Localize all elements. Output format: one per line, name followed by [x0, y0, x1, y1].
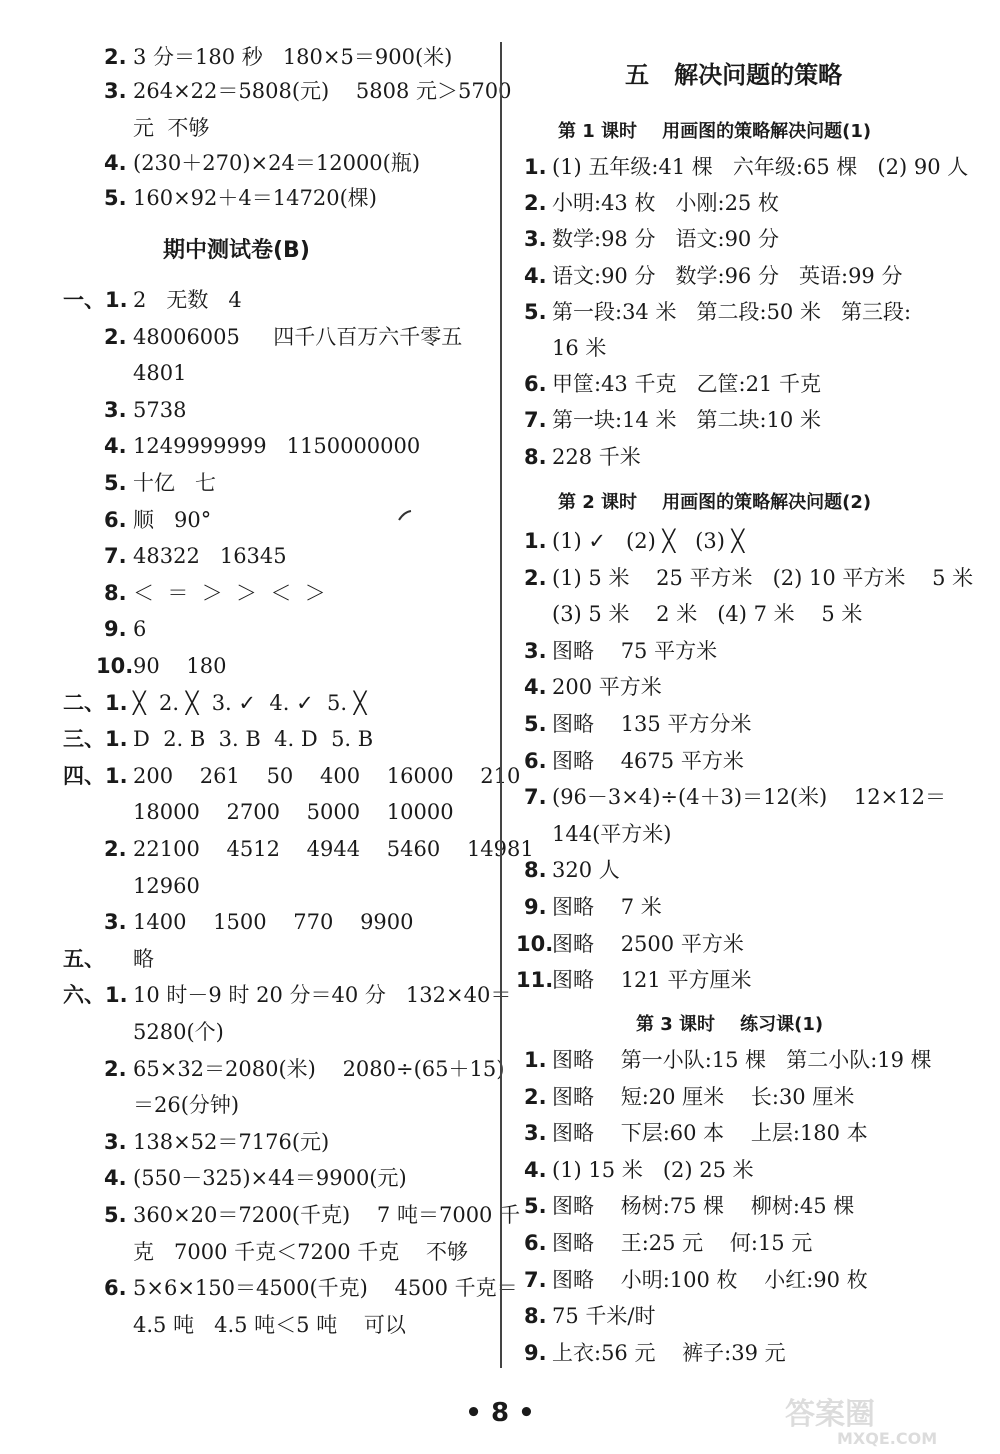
watermark-text-en: MXQE.COM — [837, 1429, 938, 1448]
answer-text: 图略 第一小队:15 棵 第二小队:19 棵 — [552, 1048, 932, 1072]
answer-text: (230＋270)×24＝12000(瓶) — [133, 151, 421, 175]
answer-text: 1400 1500 770 9900 — [133, 910, 414, 935]
watermark-logo — [777, 1392, 982, 1448]
answer-text: 图略 2500 平方米 — [552, 931, 744, 956]
answer-number: 三、1. — [63, 727, 128, 752]
answer-number: 2. — [524, 191, 547, 216]
answer-text: 16 米 — [552, 336, 607, 360]
ink-mark — [398, 510, 412, 522]
answer-number: 5. — [524, 299, 547, 324]
answer-text: 144(平方米) — [552, 821, 672, 846]
answer-text: 4.5 吨 4.5 吨＜5 吨 可以 — [133, 1312, 406, 1337]
answer-text: 图略 7 米 — [552, 895, 662, 919]
answer-number: 8. — [524, 858, 547, 883]
answer-text: 3 分＝180 秒 180×5＝900(米) — [133, 45, 453, 69]
answer-number: 4. — [524, 263, 547, 288]
answer-text: 图略 75 平方米 — [552, 638, 718, 663]
answer-number: 7. — [104, 544, 127, 569]
answer-text: 克 7000 千克＜7200 千克 不够 — [133, 1239, 468, 1264]
answer-text: 图略 短:20 厘米 长:30 厘米 — [552, 1084, 855, 1109]
answer-number: 7. — [524, 785, 547, 810]
answer-text: 22100 4512 4944 5460 14981 — [133, 837, 534, 861]
answer-text: 200 261 50 400 16000 210 — [133, 763, 521, 788]
answer-number: 2. — [104, 837, 127, 861]
answer-text: 160×92＋4＝14720(棵) — [133, 186, 377, 210]
answer-number: 4. — [104, 1166, 127, 1191]
column-divider — [500, 42, 502, 1368]
section-title-midterm: 期中测试卷(B) — [163, 238, 310, 263]
answer-number: 3. — [104, 910, 127, 935]
answer-number: 9. — [524, 1340, 547, 1365]
answer-text: 360×20＝7200(千克) 7 吨＝7000 千 — [133, 1203, 521, 1227]
watermark-text-cn: 答案圈 — [785, 1397, 875, 1432]
answer-text: 5×6×150＝4500(千克) 4500 千克＝ — [133, 1276, 518, 1301]
answer-number: 7. — [524, 1267, 547, 1292]
answer-text: (1) 5 米 25 平方米 (2) 10 平方米 5 米 — [552, 565, 974, 590]
answer-number: 2. — [524, 565, 547, 590]
answer-text: 75 千米/时 — [552, 1304, 656, 1329]
answer-text: (550－325)×44＝9900(元) — [133, 1166, 407, 1191]
answer-text: 5280(个) — [133, 1020, 224, 1044]
answer-text: (1) ✓ (2) ╳ (3) ╳ — [552, 529, 745, 553]
answer-number: 5. — [104, 186, 127, 210]
answer-text: 第一段:34 米 第二段:50 米 第三段: — [552, 299, 912, 324]
answer-number: 6. — [524, 748, 547, 773]
answer-number: 8. — [524, 1304, 547, 1329]
answer-text: (1) 五年级:41 棵 六年级:65 棵 (2) 90 人 — [552, 155, 969, 179]
answer-text: 略 — [133, 946, 154, 971]
answer-text: 语文:90 分 数学:96 分 英语:99 分 — [552, 263, 903, 288]
answer-text: 228 千米 — [552, 444, 641, 469]
answer-text: (3) 5 米 2 米 (4) 7 米 5 米 — [552, 602, 863, 627]
page-number: • 8 • — [465, 1398, 535, 1428]
lesson-title: 第 2 课时 用画图的策略解决问题(2) — [558, 492, 872, 513]
answer-text: 48322 16345 — [133, 544, 287, 569]
answer-text: 图略 4675 平方米 — [552, 748, 744, 773]
answer-text: 顺 90° — [133, 507, 212, 532]
answer-text: ＜ ＝ ＞ ＞ ＜ ＞ — [133, 580, 326, 605]
answer-text: 320 人 — [552, 858, 620, 883]
answer-number: 2. — [524, 1084, 547, 1109]
lesson-title: 第 1 课时 用画图的策略解决问题(1) — [558, 121, 872, 142]
answer-text: 图略 小明:100 枚 小红:90 枚 — [552, 1267, 868, 1292]
answer-text: 图略 135 平方分米 — [552, 712, 752, 736]
answer-number: 2. — [104, 1056, 127, 1081]
answer-number: 3. — [524, 638, 547, 663]
answer-text: (1) 15 米 (2) 25 米 — [552, 1157, 754, 1182]
answer-number: 3. — [524, 1121, 547, 1146]
answer-text: 200 平方米 — [552, 675, 662, 700]
answer-text: D 2. B 3. B 4. D 5. B — [133, 727, 374, 752]
answer-number: 3. — [104, 1129, 127, 1154]
answer-number: 3. — [524, 227, 547, 252]
answer-number: 2. — [104, 324, 127, 349]
answer-text: 图略 杨树:75 棵 柳树:45 棵 — [552, 1194, 855, 1219]
answer-number: 3. — [104, 79, 127, 103]
answer-text: 图略 王:25 元 何:15 元 — [552, 1231, 813, 1255]
answer-text: 数学:98 分 语文:90 分 — [552, 227, 779, 252]
answer-number: 10. — [96, 654, 134, 678]
answer-text: 图略 121 平方厘米 — [552, 968, 752, 993]
answer-number: 1. — [524, 155, 547, 179]
answer-number: 4. — [104, 151, 127, 175]
answer-text: 图略 下层:60 本 上层:180 本 — [552, 1121, 868, 1146]
answer-text: 5738 — [133, 397, 187, 422]
answer-number: 五、 — [63, 946, 105, 971]
answer-text: 甲筐:43 千克 乙筐:21 千克 — [552, 372, 821, 397]
answer-number: 3. — [104, 397, 127, 422]
answer-number: 7. — [524, 408, 547, 433]
answer-text: 48006005 四千八百万六千零五 — [133, 324, 463, 349]
answer-number: 8. — [524, 444, 547, 469]
answer-number: 4. — [104, 434, 127, 459]
answer-number: 四、1. — [63, 763, 128, 788]
answer-text: 元 不够 — [133, 116, 210, 140]
answer-text: 264×22＝5808(元) 5808 元＞5700 — [133, 79, 512, 103]
answer-text: 65×32＝2080(米) 2080÷(65＋15) — [133, 1056, 505, 1081]
answer-number: 6. — [104, 507, 127, 532]
answer-text: 6 — [133, 617, 147, 642]
answer-number: 5. — [524, 712, 547, 736]
answer-number: 8. — [104, 580, 127, 605]
answer-text: 1249999999 1150000000 — [133, 434, 421, 459]
chapter-title: 五 解决问题的策略 — [625, 61, 843, 89]
answer-number: 1. — [524, 529, 547, 553]
answer-text: 小明:43 枚 小刚:25 枚 — [552, 191, 779, 216]
answer-number: 11. — [516, 968, 554, 993]
answer-number: 9. — [524, 895, 547, 919]
answer-number: 二、1. — [63, 690, 128, 715]
answer-number: 6. — [524, 372, 547, 397]
answer-text: 上衣:56 元 裤子:39 元 — [552, 1340, 786, 1365]
answer-number: 9. — [104, 617, 127, 642]
answer-number: 10. — [516, 931, 554, 956]
answer-number: 5. — [104, 471, 127, 495]
answer-number: 5. — [104, 1203, 127, 1227]
answer-text: 十亿 七 — [133, 471, 217, 495]
answer-number: 6. — [104, 1276, 127, 1301]
answer-number: 4. — [524, 675, 547, 700]
answer-text: ＝26(分钟) — [133, 1093, 240, 1118]
lesson-title: 第 3 课时 练习课(1) — [636, 1014, 824, 1035]
answer-text: (96－3×4)÷(4＋3)＝12(米) 12×12＝ — [552, 785, 946, 810]
answer-number: 六、1. — [63, 983, 128, 1008]
answer-number: 一、1. — [63, 288, 128, 312]
answer-text: 18000 2700 5000 10000 — [133, 800, 454, 825]
answer-text: 90 180 — [133, 654, 227, 678]
answer-text: 10 时－9 时 20 分＝40 分 132×40＝ — [133, 983, 512, 1008]
answer-text: 138×52＝7176(元) — [133, 1129, 330, 1154]
answer-text: ╳ 2. ╳ 3. ✓ 4. ✓ 5. ╳ — [133, 690, 367, 715]
answer-text: 4801 — [133, 361, 187, 386]
answer-number: 6. — [524, 1231, 547, 1255]
answer-text: 第一块:14 米 第二块:10 米 — [552, 408, 821, 433]
answer-number: 2. — [104, 45, 127, 69]
answer-number: 5. — [524, 1194, 547, 1219]
answer-number: 4. — [524, 1157, 547, 1182]
answer-text: 2 无数 4 — [133, 288, 242, 312]
answer-text: 12960 — [133, 873, 200, 898]
answer-number: 1. — [524, 1048, 547, 1072]
